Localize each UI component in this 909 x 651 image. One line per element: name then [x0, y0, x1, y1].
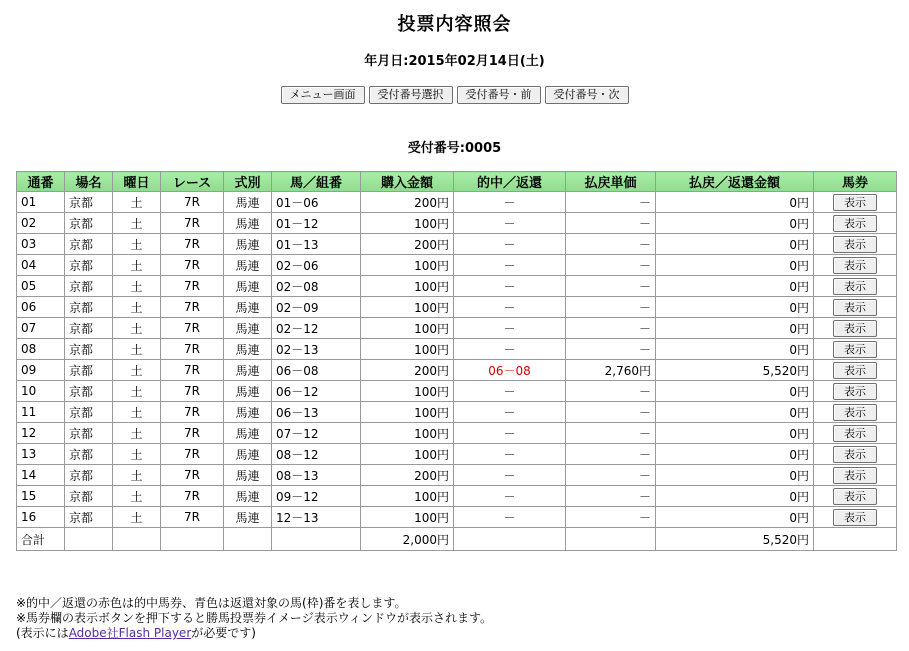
combination-cell: 01－12	[272, 213, 361, 234]
weekday-cell: 土	[113, 465, 161, 486]
empty-cell	[454, 528, 566, 551]
receipt-number: 受付番号:0005	[407, 141, 502, 156]
payout-amount-cell: 0円	[656, 402, 814, 423]
page-title: 投票内容照会	[397, 14, 512, 35]
row-number-cell: 15	[17, 486, 65, 507]
payout-amount-cell: 0円	[656, 234, 814, 255]
ticket-cell	[814, 339, 897, 360]
purchase-amount-cell: 200円	[361, 234, 454, 255]
payout-unit-cell: －	[566, 276, 656, 297]
purchase-amount-cell: 100円	[361, 444, 454, 465]
flash-player-link[interactable]: Adobe社Flash Player	[68, 626, 192, 640]
total-purchase: 2,000円	[361, 528, 454, 551]
combination-cell: 12－13	[272, 507, 361, 528]
payout-unit-cell: －	[566, 234, 656, 255]
weekday-cell: 土	[113, 234, 161, 255]
purchase-amount-cell: 100円	[361, 297, 454, 318]
race-cell: 7R	[161, 297, 224, 318]
row-number-cell: 10	[17, 381, 65, 402]
combination-cell: 02－13	[272, 339, 361, 360]
venue-cell: 京都	[65, 444, 113, 465]
hit-refund-cell: －	[454, 444, 566, 465]
show-ticket-button[interactable]: 表示	[833, 467, 877, 484]
combination-cell: 06－12	[272, 381, 361, 402]
weekday-cell: 土	[113, 423, 161, 444]
empty-cell	[113, 528, 161, 551]
payout-unit-cell: －	[566, 213, 656, 234]
show-ticket-button[interactable]: 表示	[833, 236, 877, 253]
purchase-amount-cell: 100円	[361, 402, 454, 423]
weekday-cell: 土	[113, 360, 161, 381]
bet-table	[16, 171, 897, 551]
weekday-cell: 土	[113, 297, 161, 318]
bet-type-cell: 馬連	[224, 255, 272, 276]
empty-cell	[814, 528, 897, 551]
receipt-prev-button[interactable]: 受付番号・前	[457, 86, 541, 104]
bet-type-cell: 馬連	[224, 402, 272, 423]
show-ticket-button[interactable]: 表示	[833, 383, 877, 400]
header-cell: 払戻単価	[566, 172, 656, 192]
bet-type-cell: 馬連	[224, 213, 272, 234]
purchase-amount-cell: 100円	[361, 318, 454, 339]
payout-unit-cell: －	[566, 465, 656, 486]
header-cell: 式別	[224, 172, 272, 192]
show-ticket-button[interactable]: 表示	[833, 425, 877, 442]
payout-unit-cell: －	[566, 444, 656, 465]
race-cell: 7R	[161, 234, 224, 255]
race-cell: 7R	[161, 255, 224, 276]
table-row	[17, 444, 897, 465]
empty-cell	[224, 528, 272, 551]
race-cell: 7R	[161, 339, 224, 360]
header-cell: 馬券	[814, 172, 897, 192]
payout-unit-cell: －	[566, 318, 656, 339]
date-label: 年月日:2015年02月14日(土)	[364, 54, 545, 69]
header-cell: 購入金額	[361, 172, 454, 192]
show-ticket-button[interactable]: 表示	[833, 341, 877, 358]
weekday-cell: 土	[113, 192, 161, 213]
show-ticket-button[interactable]: 表示	[833, 404, 877, 421]
hit-refund-cell: －	[454, 297, 566, 318]
table-row	[17, 297, 897, 318]
table-row	[17, 360, 897, 381]
bet-type-cell: 馬連	[224, 486, 272, 507]
combination-cell: 01－13	[272, 234, 361, 255]
combination-cell: 02－08	[272, 276, 361, 297]
payout-unit-cell: －	[566, 255, 656, 276]
venue-cell: 京都	[65, 402, 113, 423]
purchase-amount-cell: 100円	[361, 255, 454, 276]
menu-button[interactable]: メニュー画面	[281, 86, 365, 104]
weekday-cell: 土	[113, 402, 161, 423]
receipt-next-button[interactable]: 受付番号・次	[545, 86, 629, 104]
bet-type-cell: 馬連	[224, 381, 272, 402]
empty-cell	[161, 528, 224, 551]
purchase-amount-cell: 100円	[361, 486, 454, 507]
weekday-cell: 土	[113, 318, 161, 339]
weekday-cell: 土	[113, 486, 161, 507]
table-row	[17, 339, 897, 360]
header-cell: 場名	[65, 172, 113, 192]
table-row	[17, 234, 897, 255]
race-cell: 7R	[161, 402, 224, 423]
combination-cell: 02－12	[272, 318, 361, 339]
payout-amount-cell: 5,520円	[656, 360, 814, 381]
payout-amount-cell: 0円	[656, 507, 814, 528]
hit-refund-cell: －	[454, 192, 566, 213]
row-number-cell: 02	[17, 213, 65, 234]
weekday-cell: 土	[113, 381, 161, 402]
bet-type-cell: 馬連	[224, 297, 272, 318]
venue-cell: 京都	[65, 339, 113, 360]
button-row	[0, 86, 909, 104]
hit-refund-cell: －	[454, 402, 566, 423]
row-number-cell: 11	[17, 402, 65, 423]
venue-cell: 京都	[65, 381, 113, 402]
table-row	[17, 507, 897, 528]
race-cell: 7R	[161, 318, 224, 339]
table-row	[17, 486, 897, 507]
row-number-cell: 01	[17, 192, 65, 213]
table-row	[17, 318, 897, 339]
ticket-cell	[814, 465, 897, 486]
ticket-cell	[814, 360, 897, 381]
row-number-cell: 04	[17, 255, 65, 276]
hit-refund-cell: －	[454, 276, 566, 297]
row-number-cell: 12	[17, 423, 65, 444]
weekday-cell: 土	[113, 444, 161, 465]
note-text: (表示には	[16, 626, 69, 640]
payout-amount-cell: 0円	[656, 297, 814, 318]
ticket-cell	[814, 192, 897, 213]
total-row	[17, 528, 897, 551]
weekday-cell: 土	[113, 507, 161, 528]
venue-cell: 京都	[65, 255, 113, 276]
show-ticket-button[interactable]: 表示	[833, 299, 877, 316]
payout-amount-cell: 0円	[656, 213, 814, 234]
purchase-amount-cell: 100円	[361, 213, 454, 234]
purchase-amount-cell: 100円	[361, 507, 454, 528]
race-cell: 7R	[161, 192, 224, 213]
total-payout: 5,520円	[656, 528, 814, 551]
race-cell: 7R	[161, 360, 224, 381]
ticket-cell	[814, 276, 897, 297]
hit-refund-cell: －	[454, 465, 566, 486]
purchase-amount-cell: 100円	[361, 423, 454, 444]
payout-amount-cell: 0円	[656, 444, 814, 465]
hit-refund-cell: －	[454, 423, 566, 444]
header-cell: 馬／組番	[272, 172, 361, 192]
ticket-cell	[814, 507, 897, 528]
venue-cell: 京都	[65, 360, 113, 381]
weekday-cell: 土	[113, 339, 161, 360]
row-number-cell: 07	[17, 318, 65, 339]
weekday-cell: 土	[113, 213, 161, 234]
row-number-cell: 03	[17, 234, 65, 255]
ticket-cell	[814, 444, 897, 465]
weekday-cell: 土	[113, 255, 161, 276]
payout-unit-cell: －	[566, 423, 656, 444]
table-header-row	[17, 172, 897, 192]
empty-cell	[65, 528, 113, 551]
venue-cell: 京都	[65, 276, 113, 297]
payout-unit-cell: －	[566, 339, 656, 360]
venue-cell: 京都	[65, 297, 113, 318]
combination-cell: 01－06	[272, 192, 361, 213]
venue-cell: 京都	[65, 423, 113, 444]
combination-cell: 02－06	[272, 255, 361, 276]
combination-cell: 07－12	[272, 423, 361, 444]
payout-unit-cell: －	[566, 297, 656, 318]
payout-unit-cell: －	[566, 381, 656, 402]
venue-cell: 京都	[65, 192, 113, 213]
payout-unit-cell: －	[566, 507, 656, 528]
header-cell: 的中／返還	[454, 172, 566, 192]
ticket-cell	[814, 381, 897, 402]
table-row	[17, 192, 897, 213]
hit-refund-cell: －	[454, 486, 566, 507]
empty-cell	[566, 528, 656, 551]
empty-cell	[272, 528, 361, 551]
combination-cell: 08－13	[272, 465, 361, 486]
combination-cell: 08－12	[272, 444, 361, 465]
table-row	[17, 423, 897, 444]
show-ticket-button[interactable]: 表示	[833, 362, 877, 379]
show-ticket-button[interactable]: 表示	[833, 278, 877, 295]
hit-refund-cell: －	[454, 339, 566, 360]
combination-cell: 06－13	[272, 402, 361, 423]
hit-refund-cell: －	[454, 255, 566, 276]
bet-type-cell: 馬連	[224, 423, 272, 444]
payout-amount-cell: 0円	[656, 276, 814, 297]
row-number-cell: 09	[17, 360, 65, 381]
payout-unit-cell: 2,760円	[566, 360, 656, 381]
payout-unit-cell: －	[566, 486, 656, 507]
race-cell: 7R	[161, 423, 224, 444]
payout-amount-cell: 0円	[656, 339, 814, 360]
venue-cell: 京都	[65, 486, 113, 507]
race-cell: 7R	[161, 276, 224, 297]
header-cell: 曜日	[113, 172, 161, 192]
row-number-cell: 05	[17, 276, 65, 297]
show-ticket-button[interactable]: 表示	[833, 446, 877, 463]
ticket-cell	[814, 402, 897, 423]
payout-amount-cell: 0円	[656, 423, 814, 444]
ticket-cell	[814, 486, 897, 507]
payout-unit-cell: －	[566, 402, 656, 423]
row-number-cell: 08	[17, 339, 65, 360]
hit-refund-cell: －	[454, 213, 566, 234]
bet-type-cell: 馬連	[224, 339, 272, 360]
race-cell: 7R	[161, 381, 224, 402]
ticket-cell	[814, 213, 897, 234]
hit-refund-cell: －	[454, 318, 566, 339]
combination-cell: 06－08	[272, 360, 361, 381]
venue-cell: 京都	[65, 213, 113, 234]
note-line: ※馬券欄の表示ボタンを押下すると勝馬投票券イメージ表示ウィンドウが表示されます。	[16, 611, 493, 625]
hit-refund-cell: －	[454, 381, 566, 402]
race-cell: 7R	[161, 444, 224, 465]
table-row	[17, 381, 897, 402]
combination-cell: 09－12	[272, 486, 361, 507]
payout-amount-cell: 0円	[656, 192, 814, 213]
show-ticket-button[interactable]: 表示	[833, 320, 877, 337]
row-number-cell: 14	[17, 465, 65, 486]
payout-unit-cell: －	[566, 192, 656, 213]
purchase-amount-cell: 200円	[361, 465, 454, 486]
bet-type-cell: 馬連	[224, 465, 272, 486]
note-text: が必要です)	[191, 626, 256, 640]
ticket-cell	[814, 234, 897, 255]
combination-cell: 02－09	[272, 297, 361, 318]
show-ticket-button[interactable]: 表示	[833, 509, 877, 526]
receipt-select-button[interactable]: 受付番号選択	[369, 86, 453, 104]
hit-refund-cell: 06－08	[454, 360, 566, 381]
venue-cell: 京都	[65, 234, 113, 255]
race-cell: 7R	[161, 465, 224, 486]
row-number-cell: 16	[17, 507, 65, 528]
purchase-amount-cell: 100円	[361, 276, 454, 297]
total-label: 合計	[17, 528, 65, 551]
purchase-amount-cell: 200円	[361, 360, 454, 381]
table-row	[17, 213, 897, 234]
payout-amount-cell: 0円	[656, 381, 814, 402]
payout-amount-cell: 0円	[656, 486, 814, 507]
weekday-cell: 土	[113, 276, 161, 297]
bet-type-cell: 馬連	[224, 444, 272, 465]
row-number-cell: 13	[17, 444, 65, 465]
bet-type-cell: 馬連	[224, 234, 272, 255]
bet-type-cell: 馬連	[224, 276, 272, 297]
venue-cell: 京都	[65, 465, 113, 486]
hit-refund-cell: －	[454, 507, 566, 528]
bet-type-cell: 馬連	[224, 507, 272, 528]
venue-cell: 京都	[65, 318, 113, 339]
show-ticket-button[interactable]: 表示	[833, 257, 877, 274]
ticket-cell	[814, 255, 897, 276]
purchase-amount-cell: 100円	[361, 381, 454, 402]
payout-amount-cell: 0円	[656, 465, 814, 486]
bet-type-cell: 馬連	[224, 318, 272, 339]
note-line: ※的中／返還の赤色は的中馬券、青色は返還対象の馬(枠)番を表します。	[16, 596, 407, 610]
venue-cell: 京都	[65, 507, 113, 528]
show-ticket-button[interactable]: 表示	[833, 194, 877, 211]
payout-amount-cell: 0円	[656, 255, 814, 276]
header-cell: 通番	[17, 172, 65, 192]
race-cell: 7R	[161, 507, 224, 528]
show-ticket-button[interactable]: 表示	[833, 488, 877, 505]
bet-type-cell: 馬連	[224, 192, 272, 213]
purchase-amount-cell: 200円	[361, 192, 454, 213]
table-row	[17, 402, 897, 423]
ticket-cell	[814, 318, 897, 339]
payout-amount-cell: 0円	[656, 318, 814, 339]
ticket-cell	[814, 297, 897, 318]
hit-refund-cell: －	[454, 234, 566, 255]
table-row	[17, 465, 897, 486]
table-row	[17, 276, 897, 297]
row-number-cell: 06	[17, 297, 65, 318]
header-cell: 払戻／返還金額	[656, 172, 814, 192]
race-cell: 7R	[161, 486, 224, 507]
notes	[16, 596, 492, 641]
show-ticket-button[interactable]: 表示	[833, 215, 877, 232]
bet-type-cell: 馬連	[224, 360, 272, 381]
table-row	[17, 255, 897, 276]
purchase-amount-cell: 100円	[361, 339, 454, 360]
header-cell: レース	[161, 172, 224, 192]
ticket-cell	[814, 423, 897, 444]
note-line	[16, 626, 492, 641]
race-cell: 7R	[161, 213, 224, 234]
